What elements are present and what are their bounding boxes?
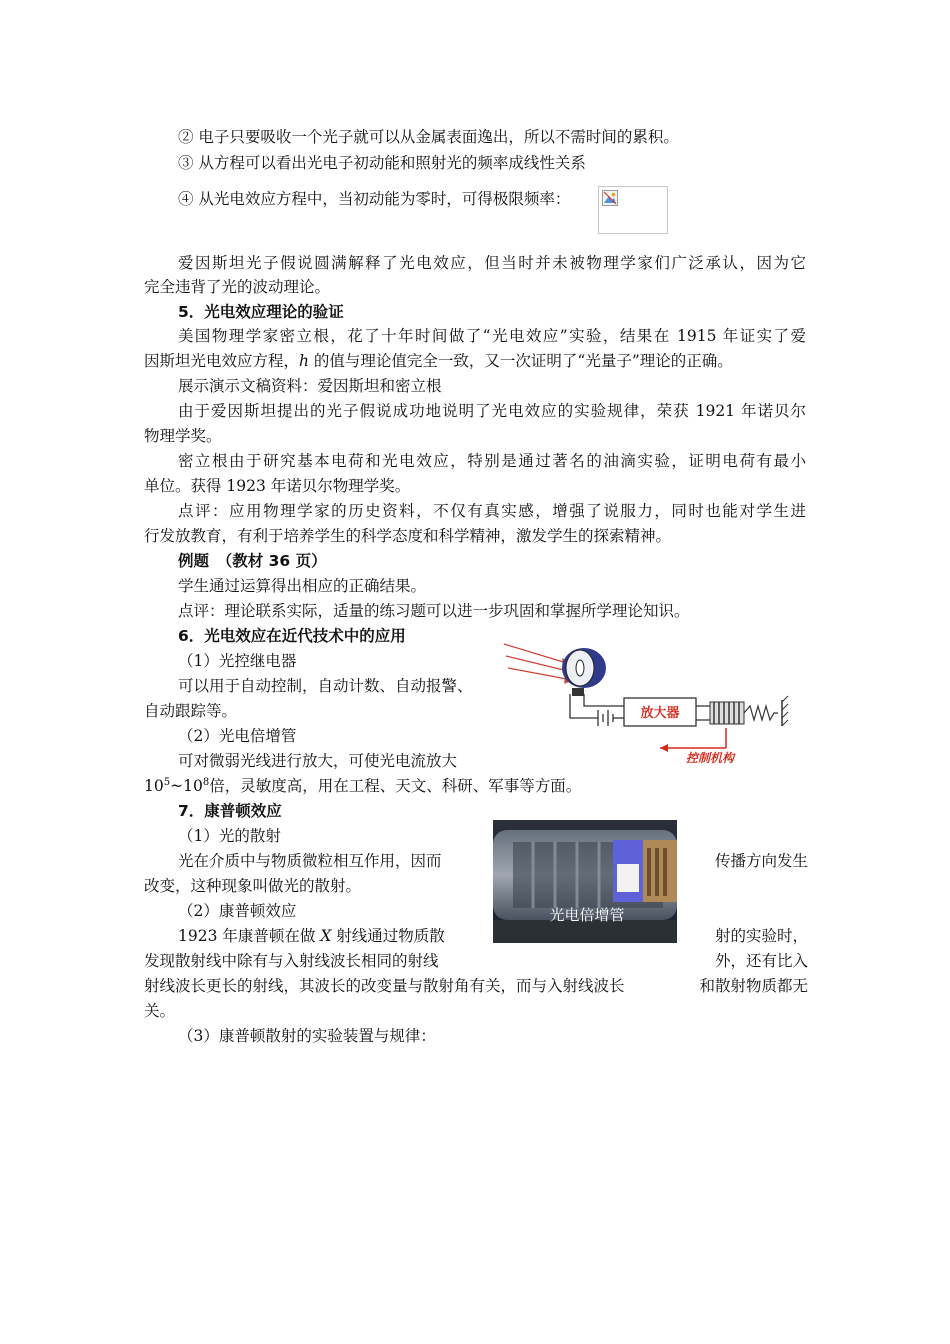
para-scatter-2: 改变，这种现象叫做光的散射。 (144, 877, 362, 895)
para-compton-4: 关。 (144, 1002, 176, 1020)
subheading-scattering: （1）光的散射 (178, 827, 281, 845)
broken-image-icon (602, 190, 618, 206)
para-scatter-1-right: 传播方向发生 (714, 852, 808, 870)
para-slides: 展示演示文稿资料：爱因斯坦和密立根 (178, 377, 442, 395)
para-comment-1b: 行发放教育，有利于培养学生的科学态度和科学精神，激发学生的探索精神。 (144, 527, 672, 545)
para-compton-3-right: 和散射物质都无 (699, 977, 808, 995)
control-mechanism-label: 控制机构 (685, 751, 735, 765)
formula-image-placeholder (598, 186, 668, 234)
heading-section-5: 5．光电效应理论的验证 (178, 303, 344, 321)
para-nobel-1921-1: 由于爱因斯坦提出的光子假说成功地说明了光电效应的实验规律，荣获 1921 年诺贝尔 (178, 402, 806, 420)
para-einstein-2: 完全违背了光的波动理论。 (144, 278, 331, 296)
para-compton-2-left: 发现散射线中除有与入射线波长相同的射线 (144, 952, 439, 970)
photo-relay-diagram (500, 636, 820, 770)
para-compton-3-left: 射线波长更长的射线，其波长的改变量与散射角有关，而与入射线波长 (144, 977, 625, 995)
para-relay-2: 自动跟踪等。 (144, 702, 238, 720)
para-compton-2-right: 外，还有比入 (714, 952, 808, 970)
para-point-3: ③ 从方程可以看出光电子初动能和照射光的频率成线性关系 (178, 154, 586, 172)
para-nobel-1923-1: 密立根由于研究基本电荷和光电效应，特别是通过著名的油滴实验，证明电荷有最小 (178, 452, 806, 470)
para-scatter-1-left: 光在介质中与物质微粒相互作用，因而 (178, 852, 442, 870)
para-compton-1-left: 1923 年康普顿在做 X 射线通过物质散 (178, 927, 445, 945)
para-comment-2: 点评：理论联系实际，适量的练习题可以进一步巩固和掌握所学理论知识。 (178, 602, 690, 620)
heading-section-7: 7．康普顿效应 (178, 802, 282, 820)
para-point-2: ② 电子只要吸收一个光子就可以从金属表面逸出，所以不需时间的累积。 (178, 128, 679, 146)
para-millikan-2: 因斯坦光电效应方程，h 的值与理论值完全一致，又一次证明了“光量子”理论的正确。 (144, 352, 733, 370)
photomultiplier-tube-photo (493, 820, 677, 943)
para-compton-1-right: 射的实验时， (714, 927, 808, 945)
para-students-calc: 学生通过运算得出相应的正确结果。 (178, 577, 427, 595)
para-comment-1a: 点评：应用物理学家的历史资料，不仅有真实感，增强了说服力，同时也能对学生进 (178, 502, 806, 520)
para-pmt-1: 可对微弱光线进行放大，可使光电流放大 (178, 752, 458, 770)
heading-section-6: 6．光电效应在近代技术中的应用 (178, 627, 406, 645)
subheading-pmt: （2）光电倍增管 (178, 727, 297, 745)
subheading-compton-setup: （3）康普顿散射的实验装置与规律： (178, 1027, 436, 1045)
subheading-relay: （1）光控继电器 (178, 652, 297, 670)
para-point-4: ④ 从光电效应方程中，当初动能为零时，可得极限频率： (178, 190, 571, 208)
para-nobel-1921-2: 物理学奖。 (144, 427, 222, 445)
para-nobel-1923-2: 单位。获得 1923 年诺贝尔物理学奖。 (144, 477, 411, 495)
subheading-compton: （2）康普顿效应 (178, 902, 297, 920)
tube-caption: 光电倍增管 (549, 906, 625, 924)
para-pmt-2: $10^5\sim 10^8$倍，灵敏度高，用在工程、天文、科研、军事等方面。 (144, 776, 582, 795)
heading-example: 例题 （教材 36 页） (178, 552, 327, 570)
para-einstein-1: 爱因斯坦光子假说圆满解释了光电效应，但当时并未被物理学家们广泛承认，因为它 (178, 254, 806, 272)
amplifier-label: 放大器 (640, 706, 680, 721)
para-relay-1: 可以用于自动控制，自动计数、自动报警、 (178, 677, 473, 695)
para-millikan-1: 美国物理学家密立根，花了十年时间做了“光电效应”实验，结果在 1915 年证实了爱 (178, 327, 806, 345)
